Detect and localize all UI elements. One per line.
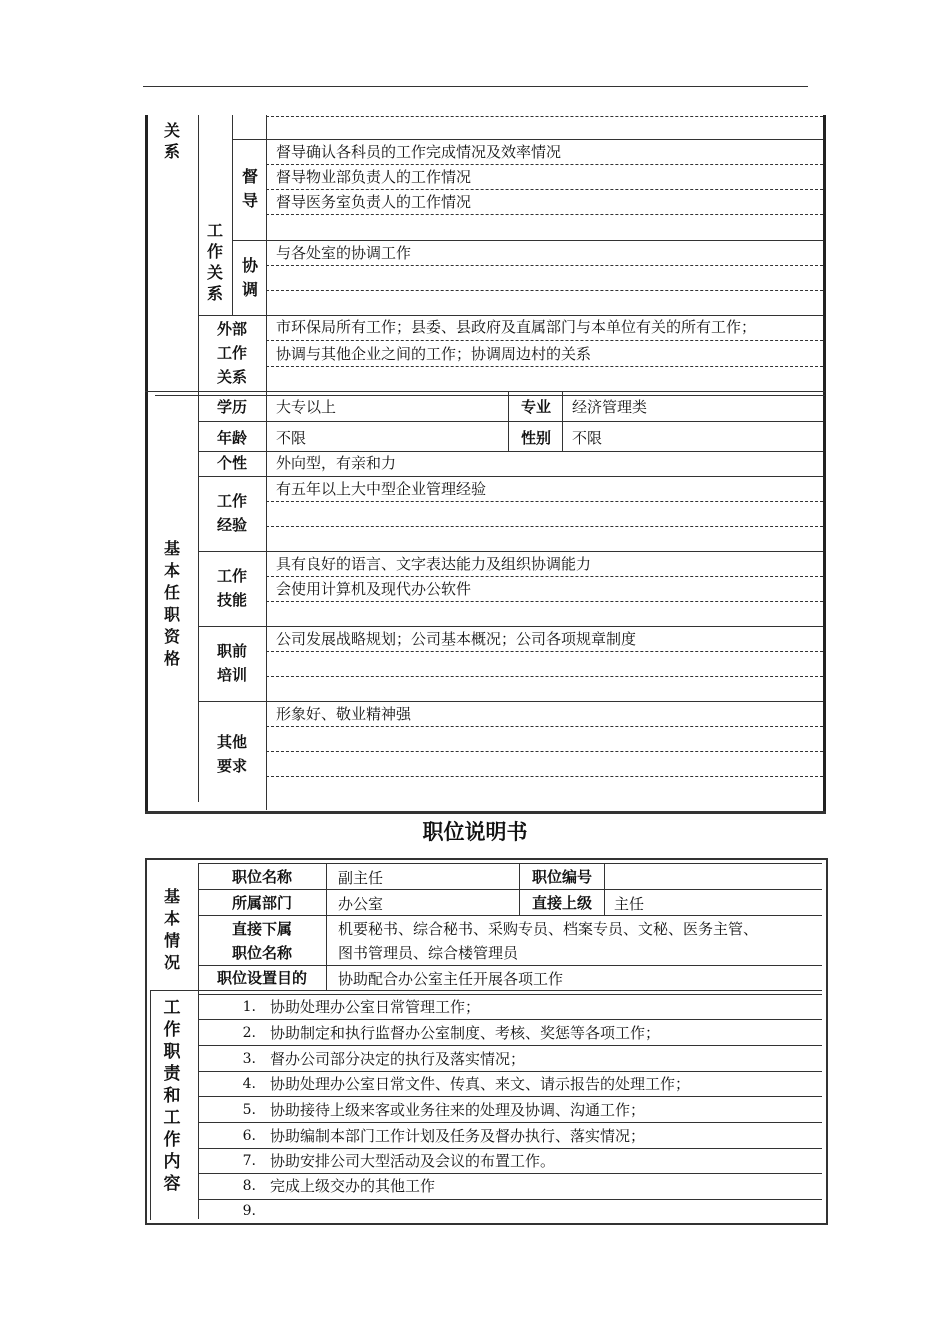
row-line [266,116,823,117]
table-border-right [826,858,828,1224]
row-line [266,601,823,602]
duty-number: 6. [242,1128,256,1144]
supervise-item: 督导医务室负责人的工作情况 [276,193,472,211]
row-line [266,340,823,341]
supervise-label: 督导 [241,167,258,210]
subordinate-value: 机要秘书、综合秘书、采购专员、档案专员、文秘、医务主管、 [338,920,759,938]
duty-text: 协助处理办公室日常管理工作； [270,998,481,1016]
duty-number: 1. [242,999,256,1015]
page-header-rule [143,86,808,87]
duty-number: 8. [242,1178,256,1194]
row-line [198,626,823,627]
duty-number: 7. [242,1153,256,1169]
table-border-left [145,858,147,1224]
row-line [198,1148,822,1149]
training-label: 职前培训 [216,642,247,684]
duty-number: 5. [242,1102,256,1118]
duty-text: 协助安排公司大型活动及会议的布置工作。 [270,1152,556,1170]
row-line [232,240,823,241]
table-border-top [145,858,828,860]
basic-label: 基本情况 [163,887,180,972]
duty-number: 3. [242,1051,256,1067]
age-label: 年龄 [216,429,247,447]
superior-value: 主任 [614,895,645,913]
row-line [198,476,823,477]
age-value: 不限 [276,429,307,447]
subordinate-label: 直接下属 [231,920,292,938]
major-label: 专业 [520,398,551,416]
skills-item: 会使用计算机及现代办公软件 [276,580,472,598]
row-line [198,421,823,422]
grid-line [266,115,267,810]
other-label: 其他要求 [216,733,247,775]
external-label: 外部工作关系 [216,320,247,386]
position-name-label: 职位名称 [231,868,292,886]
duty-text: 协助接待上级来客或业务往来的处理及协调、沟通工作； [270,1101,646,1119]
education-label: 学历 [216,398,247,416]
grid-line [198,115,199,392]
coordinate-label: 协调 [241,256,258,299]
position-no-label: 职位编号 [531,868,592,886]
table-border-bottom [145,811,826,814]
row-line [266,214,823,215]
row-line [266,164,823,165]
grid-line [150,990,151,1220]
supervise-item: 督导确认各科员的工作完成情况及效率情况 [276,143,562,161]
row-line [266,366,823,367]
other-item: 形象好、敬业精神强 [276,705,412,723]
duty-text: 协助制定和执行监督办公室制度、考核、奖惩等各项工作； [270,1024,661,1042]
duties-label: 工作职责和工作内容 [163,998,181,1194]
work-relation-label: 工作关系 [206,221,223,303]
superior-label: 直接上级 [531,894,592,912]
row-line [266,726,823,727]
department-value: 办公室 [338,895,384,913]
purpose-label: 职位设置目的 [216,969,307,987]
position-name-value: 副主任 [338,869,384,887]
row-line [198,315,823,316]
subordinate-value: 图书管理员、综合楼管理员 [338,944,519,962]
duty-text: 协助处理办公室日常文件、传真、来文、请示报告的处理工作； [270,1075,691,1093]
grid-line [326,863,327,991]
row-line [198,1173,822,1174]
row-line [266,651,823,652]
table-border-left [145,115,148,812]
row-line [232,139,823,140]
personality-value: 外向型，有亲和力 [276,454,397,472]
duty-text: 督办公司部分决定的执行及落实情况； [270,1050,526,1068]
row-line [266,526,823,527]
row-line [266,189,823,190]
section-divider [150,990,822,991]
row-line [198,1071,822,1072]
skills-label: 工作技能 [216,567,247,609]
row-line [266,576,823,577]
duty-text: 完成上级交办的其他工作 [270,1177,436,1195]
purpose-value: 协助配合办公室主任开展各项工作 [338,970,564,988]
row-line [198,1096,822,1097]
row-line [198,551,823,552]
duty-number: 9. [242,1203,256,1219]
row-line [266,676,823,677]
qualification-label: 基本任职资格 [163,539,180,668]
external-item: 市环保局所有工作；县委、县政府及直属部门与本单位有关的所有工作； [276,318,757,336]
table-border-right [823,115,826,812]
doc-title: 职位说明书 [422,820,528,844]
section-divider [198,994,822,995]
external-item: 协调与其他企业之间的工作；协调周边村的关系 [276,345,592,363]
row-line [266,751,823,752]
department-label: 所属部门 [231,894,292,912]
gender-value: 不限 [572,429,603,447]
row-line [198,915,822,916]
row-line [198,1045,822,1046]
skills-item: 具有良好的语言、文字表达能力及组织协调能力 [276,555,592,573]
personality-label: 个性 [216,454,247,472]
education-value: 大专以上 [276,398,337,416]
row-line [198,863,822,864]
row-line [198,1019,822,1020]
row-line [266,776,823,777]
training-item: 公司发展战略规划；公司基本概况；公司各项规章制度 [276,630,637,648]
grid-line [198,863,199,1219]
row-line [198,701,823,702]
duty-number: 2. [242,1025,256,1041]
duty-text: 协助编制本部门工作计划及任务及督办执行、落实情况； [270,1127,646,1145]
relation-label: 关系 [163,121,180,161]
row-line [266,265,823,266]
major-value: 经济管理类 [572,398,648,416]
grid-line [198,392,199,802]
duty-number: 4. [242,1076,256,1092]
section-divider [145,391,825,392]
supervise-item: 督导物业部负责人的工作情况 [276,168,472,186]
row-line [266,501,823,502]
grid-line [232,115,233,315]
table-border-bottom [145,1223,828,1225]
row-line [198,1199,822,1200]
experience-item: 有五年以上大中型企业管理经验 [276,480,487,498]
gender-label: 性别 [520,429,551,447]
row-line [266,290,823,291]
row-line [198,889,822,890]
coordinate-item: 与各处室的协调工作 [276,244,412,262]
row-line [198,451,823,452]
experience-label: 工作经验 [216,492,247,534]
row-line [198,1122,822,1123]
subordinate-label: 职位名称 [231,944,292,962]
